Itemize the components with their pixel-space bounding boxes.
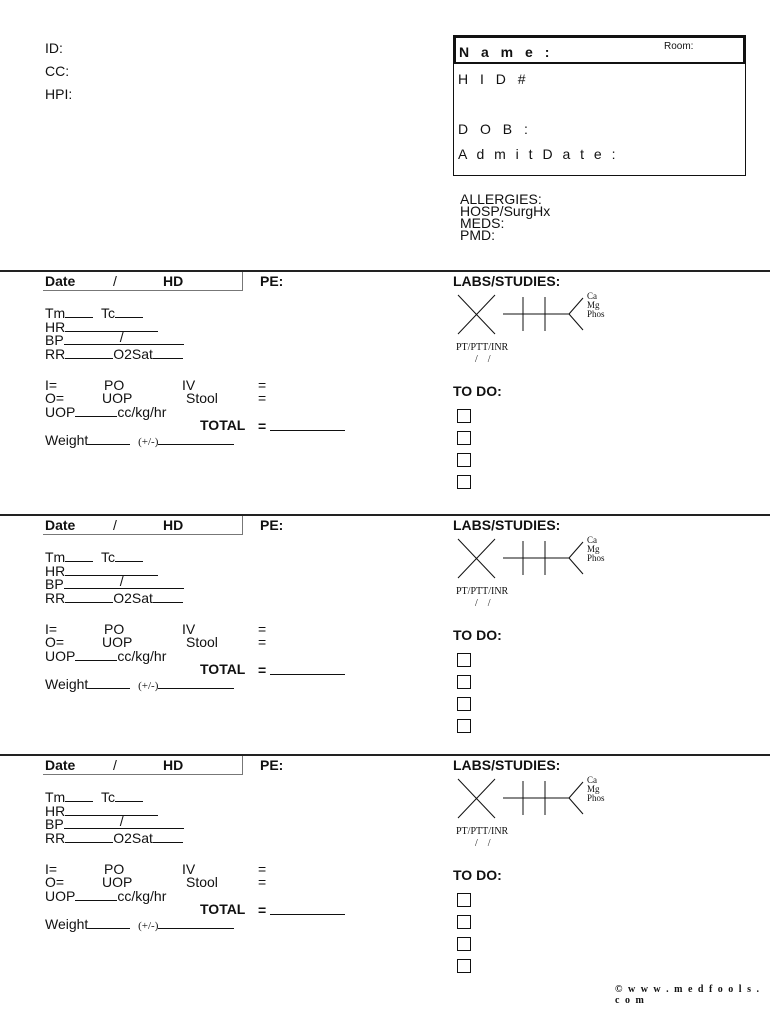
labs-studies-label: LABS/STUDIES: (453, 273, 561, 289)
todo-checkbox[interactable] (457, 893, 471, 907)
uop-rate-row[interactable]: UOP cc/kg/hr (45, 888, 167, 904)
rr-label: RR (45, 830, 66, 846)
phos-label: Phos (587, 793, 605, 803)
todo-checkbox[interactable] (457, 959, 471, 973)
pt-ptt-inr-label: PT/PTT/INR (456, 826, 509, 837)
bp-label: BP (45, 576, 64, 592)
ca-label: Ca (587, 775, 597, 785)
total-field[interactable]: = (258, 418, 345, 434)
daily-section (0, 270, 770, 510)
uop-rate-row[interactable]: UOP cc/kg/hr (45, 404, 167, 420)
pmd-label: PMD: (460, 227, 495, 243)
name-bar (454, 36, 745, 64)
room-label: Room: (664, 41, 694, 52)
rr-row[interactable] (45, 590, 183, 606)
mg-label: Mg (587, 544, 600, 554)
hd-label: HD (163, 757, 184, 773)
admit-date-label: A d m i t D a t e : (458, 146, 619, 162)
todo-label: TO DO: (453, 627, 502, 643)
todo-checkbox[interactable] (457, 409, 471, 423)
input-label: I= (45, 621, 58, 637)
hid-label: H I D # (458, 71, 530, 87)
output-label: O= (45, 390, 65, 406)
date-slash: / (113, 273, 117, 289)
input-equals: = (258, 377, 267, 393)
date-hd-box (43, 756, 243, 775)
date-hd-box (43, 272, 243, 291)
hd-label: HD (163, 517, 184, 533)
total-label: TOTAL (200, 901, 246, 917)
daily-section (0, 514, 770, 754)
o2sat-label: O2Sat (113, 590, 153, 606)
electrolytes-labels (587, 292, 605, 319)
history-block (460, 193, 550, 241)
ca-label: Ca (587, 535, 597, 545)
iv-label: IV (182, 621, 196, 637)
name-label: N a m e : (459, 44, 554, 60)
uop-label: UOP (102, 390, 133, 406)
phos-label: Phos (587, 553, 605, 563)
uop-rate-row[interactable]: UOP cc/kg/hr (45, 648, 167, 664)
output-equals: = (258, 634, 267, 650)
iv-label: IV (182, 377, 196, 393)
pt-ptt-inr-slashes: / / (475, 838, 491, 849)
pt-ptt-inr-slashes: / / (475, 354, 491, 365)
lab-fishbone-diagram (455, 290, 575, 340)
mg-label: Mg (587, 784, 600, 794)
cc-label: CC: (45, 63, 70, 79)
output-equals: = (258, 390, 267, 406)
electrolytes-labels (587, 776, 605, 803)
bp-label: BP (45, 332, 64, 348)
date-slash: / (113, 757, 117, 773)
input-equals: = (258, 621, 267, 637)
lab-fishbone-diagram (455, 534, 575, 584)
allergies-label: ALLERGIES: (460, 191, 542, 207)
todo-checkbox[interactable] (457, 653, 471, 667)
tc-label: Tc (101, 549, 115, 565)
date-slash: / (113, 517, 117, 533)
hpi-label: HPI: (45, 86, 73, 102)
weight-row[interactable] (45, 916, 234, 934)
cckghr-label: cc/kg/hr (117, 404, 167, 420)
stool-label: Stool (186, 634, 218, 650)
copyright-footer: © w w w . m e d f o o l s . c o m (615, 984, 761, 1006)
todo-checkbox[interactable] (457, 453, 471, 467)
todo-checkbox[interactable] (457, 675, 471, 689)
labs-studies-label: LABS/STUDIES: (453, 517, 561, 533)
pe-label: PE: (260, 273, 284, 289)
mg-label: Mg (587, 300, 600, 310)
weight-label: Weight (45, 676, 89, 692)
todo-checkbox[interactable] (457, 937, 471, 951)
lab-fishbone-diagram (455, 774, 575, 824)
o2sat-label: O2Sat (113, 346, 153, 362)
cckghr-label: cc/kg/hr (117, 888, 167, 904)
rr-label: RR (45, 590, 66, 606)
weight-row[interactable] (45, 676, 234, 694)
date-label: Date (45, 757, 76, 773)
input-equals: = (258, 861, 267, 877)
bp-row[interactable]: BP / (45, 332, 184, 348)
tm-label: Tm (45, 789, 66, 805)
daily-section (0, 754, 770, 994)
hr-label: HR (45, 319, 66, 335)
dob-label: D O B : (458, 121, 532, 137)
weight-label: Weight (45, 916, 89, 932)
total-field[interactable]: = (258, 662, 345, 678)
output-label: O= (45, 874, 65, 890)
uop-label: UOP (102, 634, 133, 650)
pe-label: PE: (260, 757, 284, 773)
output-equals: = (258, 874, 267, 890)
hr-label: HR (45, 803, 66, 819)
todo-checkbox[interactable] (457, 915, 471, 929)
todo-checkbox[interactable] (457, 697, 471, 711)
input-label: I= (45, 377, 58, 393)
stool-label: Stool (186, 874, 218, 890)
po-label: PO (104, 377, 125, 393)
tc-label: Tc (101, 789, 115, 805)
date-label: Date (45, 517, 76, 533)
stool-label: Stool (186, 390, 218, 406)
rr-row[interactable] (45, 830, 183, 846)
input-label: I= (45, 861, 58, 877)
o2sat-label: O2Sat (113, 830, 153, 846)
total-label: TOTAL (200, 417, 246, 433)
rr-row[interactable] (45, 346, 183, 362)
po-label: PO (104, 621, 125, 637)
rr-label: RR (45, 346, 66, 362)
todo-checkbox[interactable] (457, 719, 471, 733)
id-label: ID: (45, 40, 63, 56)
hr-label: HR (45, 563, 66, 579)
date-label: Date (45, 273, 76, 289)
tm-label: Tm (45, 549, 66, 565)
plusminus-label: (+/-) (138, 680, 159, 692)
todo-label: TO DO: (453, 383, 502, 399)
todo-checkbox[interactable] (457, 431, 471, 445)
pe-label: PE: (260, 517, 284, 533)
iv-label: IV (182, 861, 196, 877)
tm-label: Tm (45, 305, 66, 321)
pt-ptt-inr-label: PT/PTT/INR (456, 586, 509, 597)
total-field[interactable]: = (258, 902, 345, 918)
todo-checkbox[interactable] (457, 475, 471, 489)
todo-label: TO DO: (453, 867, 502, 883)
bp-row[interactable]: BP / (45, 576, 184, 592)
date-hd-box (43, 516, 243, 535)
output-label: O= (45, 634, 65, 650)
cckghr-label: cc/kg/hr (117, 648, 167, 664)
phos-label: Phos (587, 309, 605, 319)
plusminus-label: (+/-) (138, 920, 159, 932)
hosp-surg-label: HOSP/SurgHx (460, 203, 551, 219)
uop-label: UOP (102, 874, 133, 890)
pt-ptt-inr-slashes: / / (475, 598, 491, 609)
pt-ptt-inr-label: PT/PTT/INR (456, 342, 509, 353)
bp-row[interactable]: BP / (45, 816, 184, 832)
meds-label: MEDS: (460, 215, 505, 231)
total-label: TOTAL (200, 661, 246, 677)
header-left (45, 37, 72, 106)
weight-label: Weight (45, 432, 89, 448)
ca-label: Ca (587, 291, 597, 301)
bp-label: BP (45, 816, 64, 832)
plusminus-label: (+/-) (138, 436, 159, 448)
tc-label: Tc (101, 305, 115, 321)
patient-id-box (453, 35, 746, 176)
labs-studies-label: LABS/STUDIES: (453, 757, 561, 773)
hd-label: HD (163, 273, 184, 289)
po-label: PO (104, 861, 125, 877)
electrolytes-labels (587, 536, 605, 563)
weight-row[interactable] (45, 432, 234, 450)
